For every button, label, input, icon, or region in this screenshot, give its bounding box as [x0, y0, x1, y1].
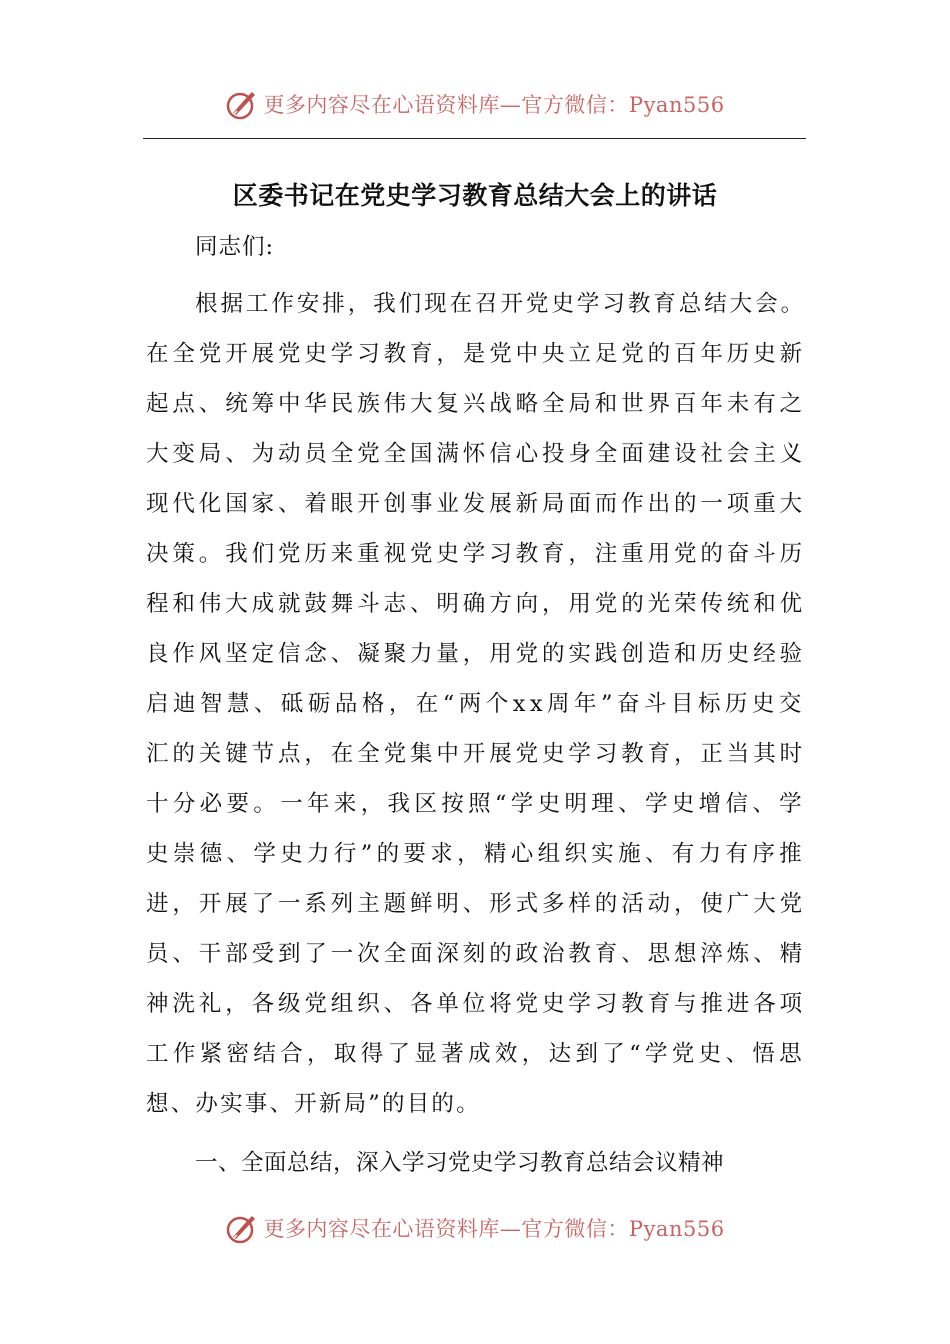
paragraph-line: 想、办实事、开新局”的目的。 [146, 1091, 481, 1117]
pen-logo-icon [225, 87, 259, 121]
banner-text: 更多内容尽在心语资料库—官方微信：Pyan556 [263, 93, 725, 117]
paragraph-line: 起点、统筹中华民族伟大复兴战略全局和世界百年未有之 [146, 391, 807, 417]
paragraph-line: 在全党开展党史学习教育，是党中央立足党的百年历史新 [146, 341, 807, 367]
body-paragraph [146, 279, 806, 1129]
paragraph-line: 决策。我们党历来重视党史学习教育，注重用党的奋斗历 [146, 541, 807, 567]
section-heading: 一、全面总结，深入学习党史学习教育总结会议精神 [195, 1150, 725, 1176]
paragraph-line: 员、干部受到了一次全面深刻的政治教育、思想淬炼、精 [146, 941, 807, 967]
document-title: 区委书记在党史学习教育总结大会上的讲话 [232, 181, 718, 210]
paragraph-line: 启迪智慧、砥砺品格，在“两个xx周年”奋斗目标历史交 [146, 691, 806, 717]
paragraph-line: 工作紧密结合，取得了显著成效，达到了“学党史、悟思 [146, 1041, 807, 1067]
pen-logo-icon [225, 1211, 259, 1245]
greeting: 同志们: [195, 234, 275, 260]
paragraph-line: 良作风坚定信念、凝聚力量，用党的实践创造和历史经验 [146, 641, 807, 667]
paragraph-line: 十分必要。一年来，我区按照“学史明理、学史增信、学 [146, 791, 807, 817]
header-banner [0, 84, 950, 124]
paragraph-line: 根据工作安排，我们现在召开党史学习教育总结大会。 [195, 291, 807, 317]
paragraph-line: 神洗礼，各级党组织、各单位将党史学习教育与推进各项 [146, 991, 807, 1017]
banner-text: 更多内容尽在心语资料库—官方微信：Pyan556 [263, 1217, 725, 1241]
header-divider [143, 138, 806, 139]
paragraph-line: 现代化国家、着眼开创事业发展新局面而作出的一项重大 [146, 491, 807, 517]
paragraph-line: 汇的关键节点，在全党集中开展党史学习教育，正当其时 [146, 741, 807, 767]
paragraph-line: 程和伟大成就鼓舞斗志、明确方向，用党的光荣传统和优 [146, 591, 807, 617]
paragraph-line: 大变局、为动员全党全国满怀信心投身全面建设社会主义 [146, 441, 807, 467]
paragraph-line: 史崇德、学史力行”的要求，精心组织实施、有力有序推 [146, 841, 807, 867]
paragraph-line: 进，开展了一系列主题鲜明、形式多样的活动，使广大党 [146, 891, 807, 917]
footer-banner [0, 1208, 950, 1248]
